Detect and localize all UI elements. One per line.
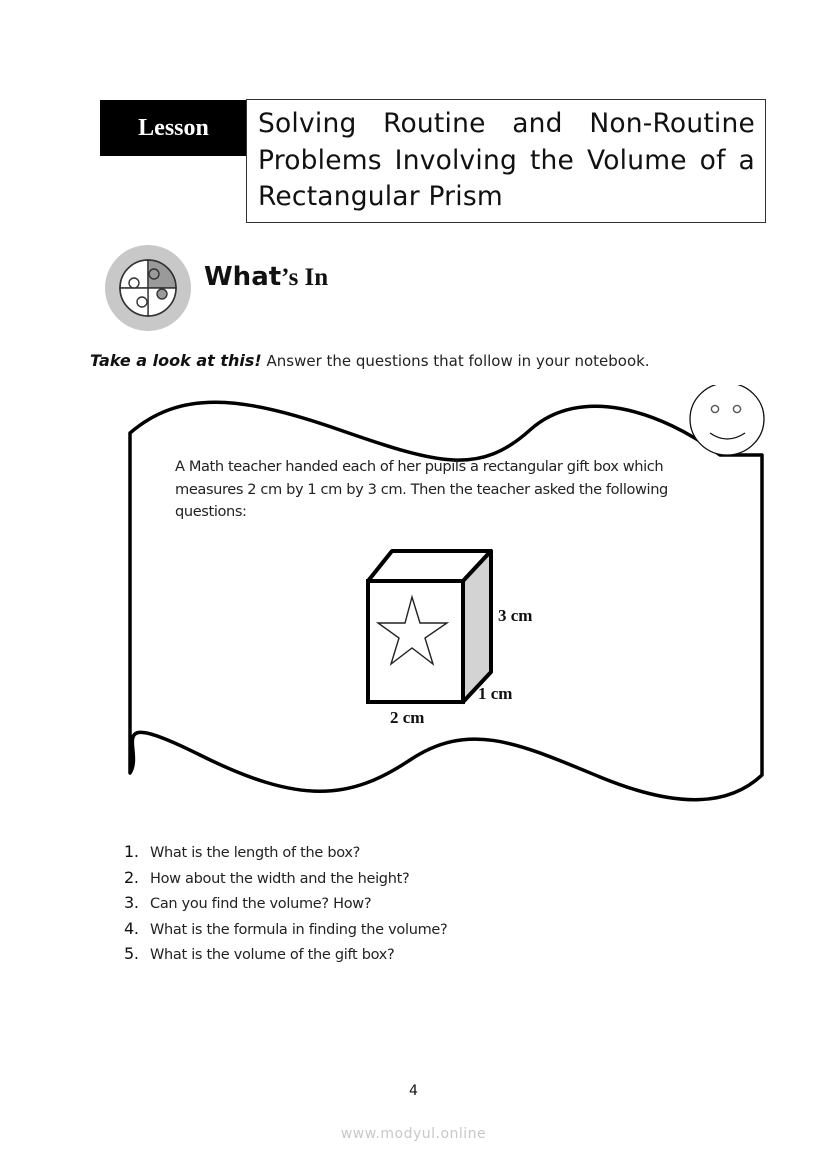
lesson-title: Solving Routine and Non-Routine Problems Involving the Volume of a Rectangular Prism xyxy=(258,108,755,212)
section-title xyxy=(204,262,328,292)
story-text: A Math teacher handed each of her pupils a rectangular gift box which measures 2 cm by 1 cm by 3 cm. Then the teacher asked the following questions: xyxy=(175,458,668,520)
lesson-label xyxy=(100,100,247,156)
width-label: 1 cm xyxy=(478,684,513,703)
question-number: 4. xyxy=(124,918,139,938)
question-text: What is the formula in finding the volume? xyxy=(150,921,448,938)
instruction xyxy=(90,351,650,370)
question-item xyxy=(124,917,447,943)
rectangular-prism-figure xyxy=(360,545,550,735)
question-number: 5. xyxy=(124,944,139,963)
question-item xyxy=(124,866,447,892)
question-list xyxy=(124,840,447,968)
section-title-in: ’s In xyxy=(281,264,329,291)
question-item xyxy=(124,891,447,917)
lesson-label-text: Lesson xyxy=(138,114,209,141)
question-item xyxy=(124,840,447,866)
question-number: 3. xyxy=(124,893,139,912)
question-text: What is the volume of the gift box? xyxy=(150,947,395,963)
question-number: 1. xyxy=(124,842,139,861)
lesson-title-box xyxy=(246,99,766,223)
puzzle-icon xyxy=(104,242,192,334)
question-number: 2. xyxy=(124,867,139,887)
question-text: Can you find the volume? How? xyxy=(150,896,372,912)
length-label: 2 cm xyxy=(390,708,425,727)
watermark: www.modyul.online xyxy=(340,1126,487,1142)
instruction-text: Answer the questions that follow in your notebook. xyxy=(261,352,650,370)
instruction-emphasis: Take a look at this! xyxy=(90,351,262,370)
height-label: 3 cm xyxy=(498,606,533,625)
section-title-what: What xyxy=(204,262,282,292)
question-item xyxy=(124,942,447,968)
smiley-face-icon xyxy=(690,385,764,455)
page-number: 4 xyxy=(409,1083,418,1099)
question-text: What is the length of the box? xyxy=(150,845,361,861)
question-text: How about the width and the height? xyxy=(150,870,410,887)
prism-side-face xyxy=(463,551,491,702)
